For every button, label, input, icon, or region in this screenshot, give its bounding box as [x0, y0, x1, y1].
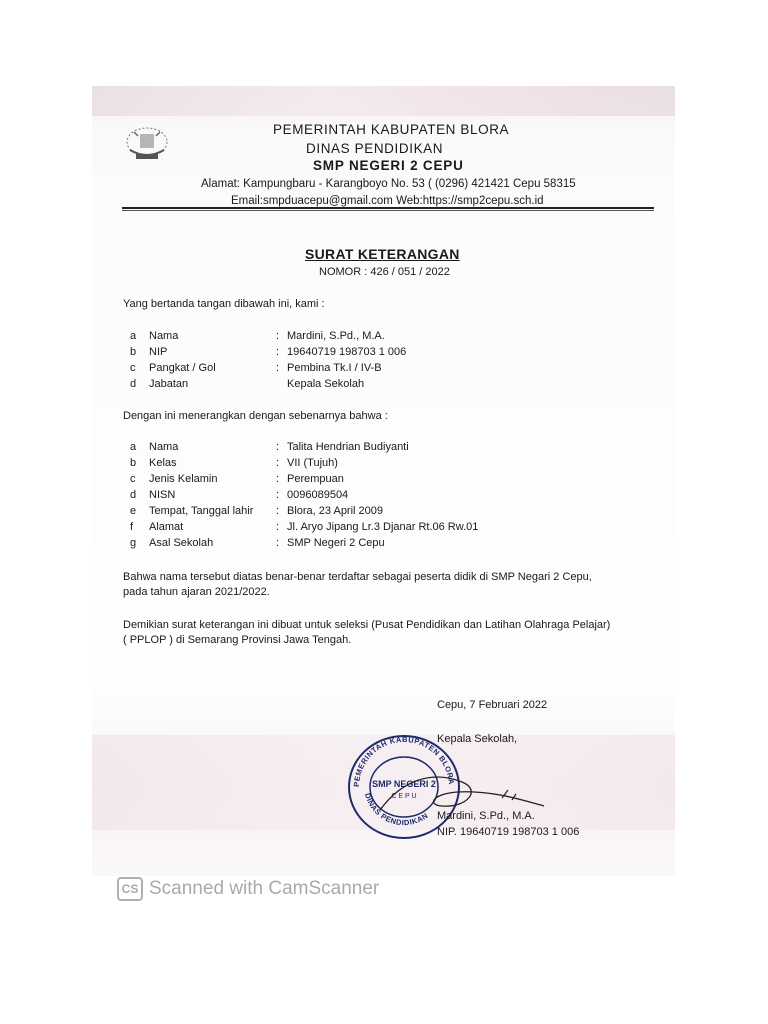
header-rule	[122, 207, 654, 209]
camscanner-text: Scanned with CamScanner	[149, 878, 380, 900]
stamp-ring-text: PEMERINTAH KABUPATEN BLORA	[351, 734, 457, 788]
stamp-center-text: SMP NEGERI 2	[372, 779, 436, 789]
letterhead-line2: DINAS PENDIDIKAN	[306, 141, 444, 156]
document-number: NOMOR : 426 / 051 / 2022	[319, 266, 450, 278]
stamp-center-subtext: C E P U	[391, 793, 417, 800]
signer-name: Mardini, S.Pd., M.A.	[437, 810, 535, 822]
scan-band-top	[92, 86, 675, 116]
stamp-ring-bottom-text: DINAS PENDIDIKAN	[362, 791, 430, 828]
letterhead-address: Alamat: Kampungbaru - Karangboyo No. 53 ( (0296) 421421 Cepu 58315	[201, 178, 576, 190]
camscanner-watermark	[117, 877, 379, 901]
letterhead-line1: PEMERINTAH KABUPATEN BLORA	[273, 122, 510, 137]
paragraph-2-line-1: Demikian surat keterangan ini dibuat untuk seleksi (Pusat Pendidikan dan Latihan Olahraga Pelajar)	[123, 619, 611, 631]
paragraph-1-line-1: Bahwa nama tersebut diatas benar-benar terdaftar sebagai peserta didik di SMP Negari 2 Cepu,	[123, 571, 592, 583]
crest-logo	[118, 120, 176, 168]
statement-text: Dengan ini menerangkan dengan sebenarnya bahwa :	[123, 410, 388, 422]
signature-role: Kepala Sekolah,	[437, 733, 518, 745]
place-date: Cepu, 7 Februari 2022	[437, 699, 548, 711]
letterhead-contact: Email:smpduacepu@gmail.com Web:https://smp2cepu.sch.id	[231, 195, 544, 207]
signer-nip: NIP. 19640719 198703 1 006	[437, 826, 580, 838]
header-rule-thin	[122, 210, 654, 211]
paragraph-2-line-2: ( PPLOP ) di Semarang Provinsi Jawa Tengah.	[123, 634, 352, 646]
paragraph-1-line-2: pada tahun ajaran 2021/2022.	[123, 586, 270, 598]
document-title: SURAT KETERANGAN	[305, 246, 460, 262]
camscanner-icon: CS	[117, 877, 143, 901]
letterhead-school: SMP NEGERI 2 CEPU	[313, 158, 464, 173]
intro-text: Yang bertanda tangan dibawah ini, kami :	[123, 298, 325, 310]
